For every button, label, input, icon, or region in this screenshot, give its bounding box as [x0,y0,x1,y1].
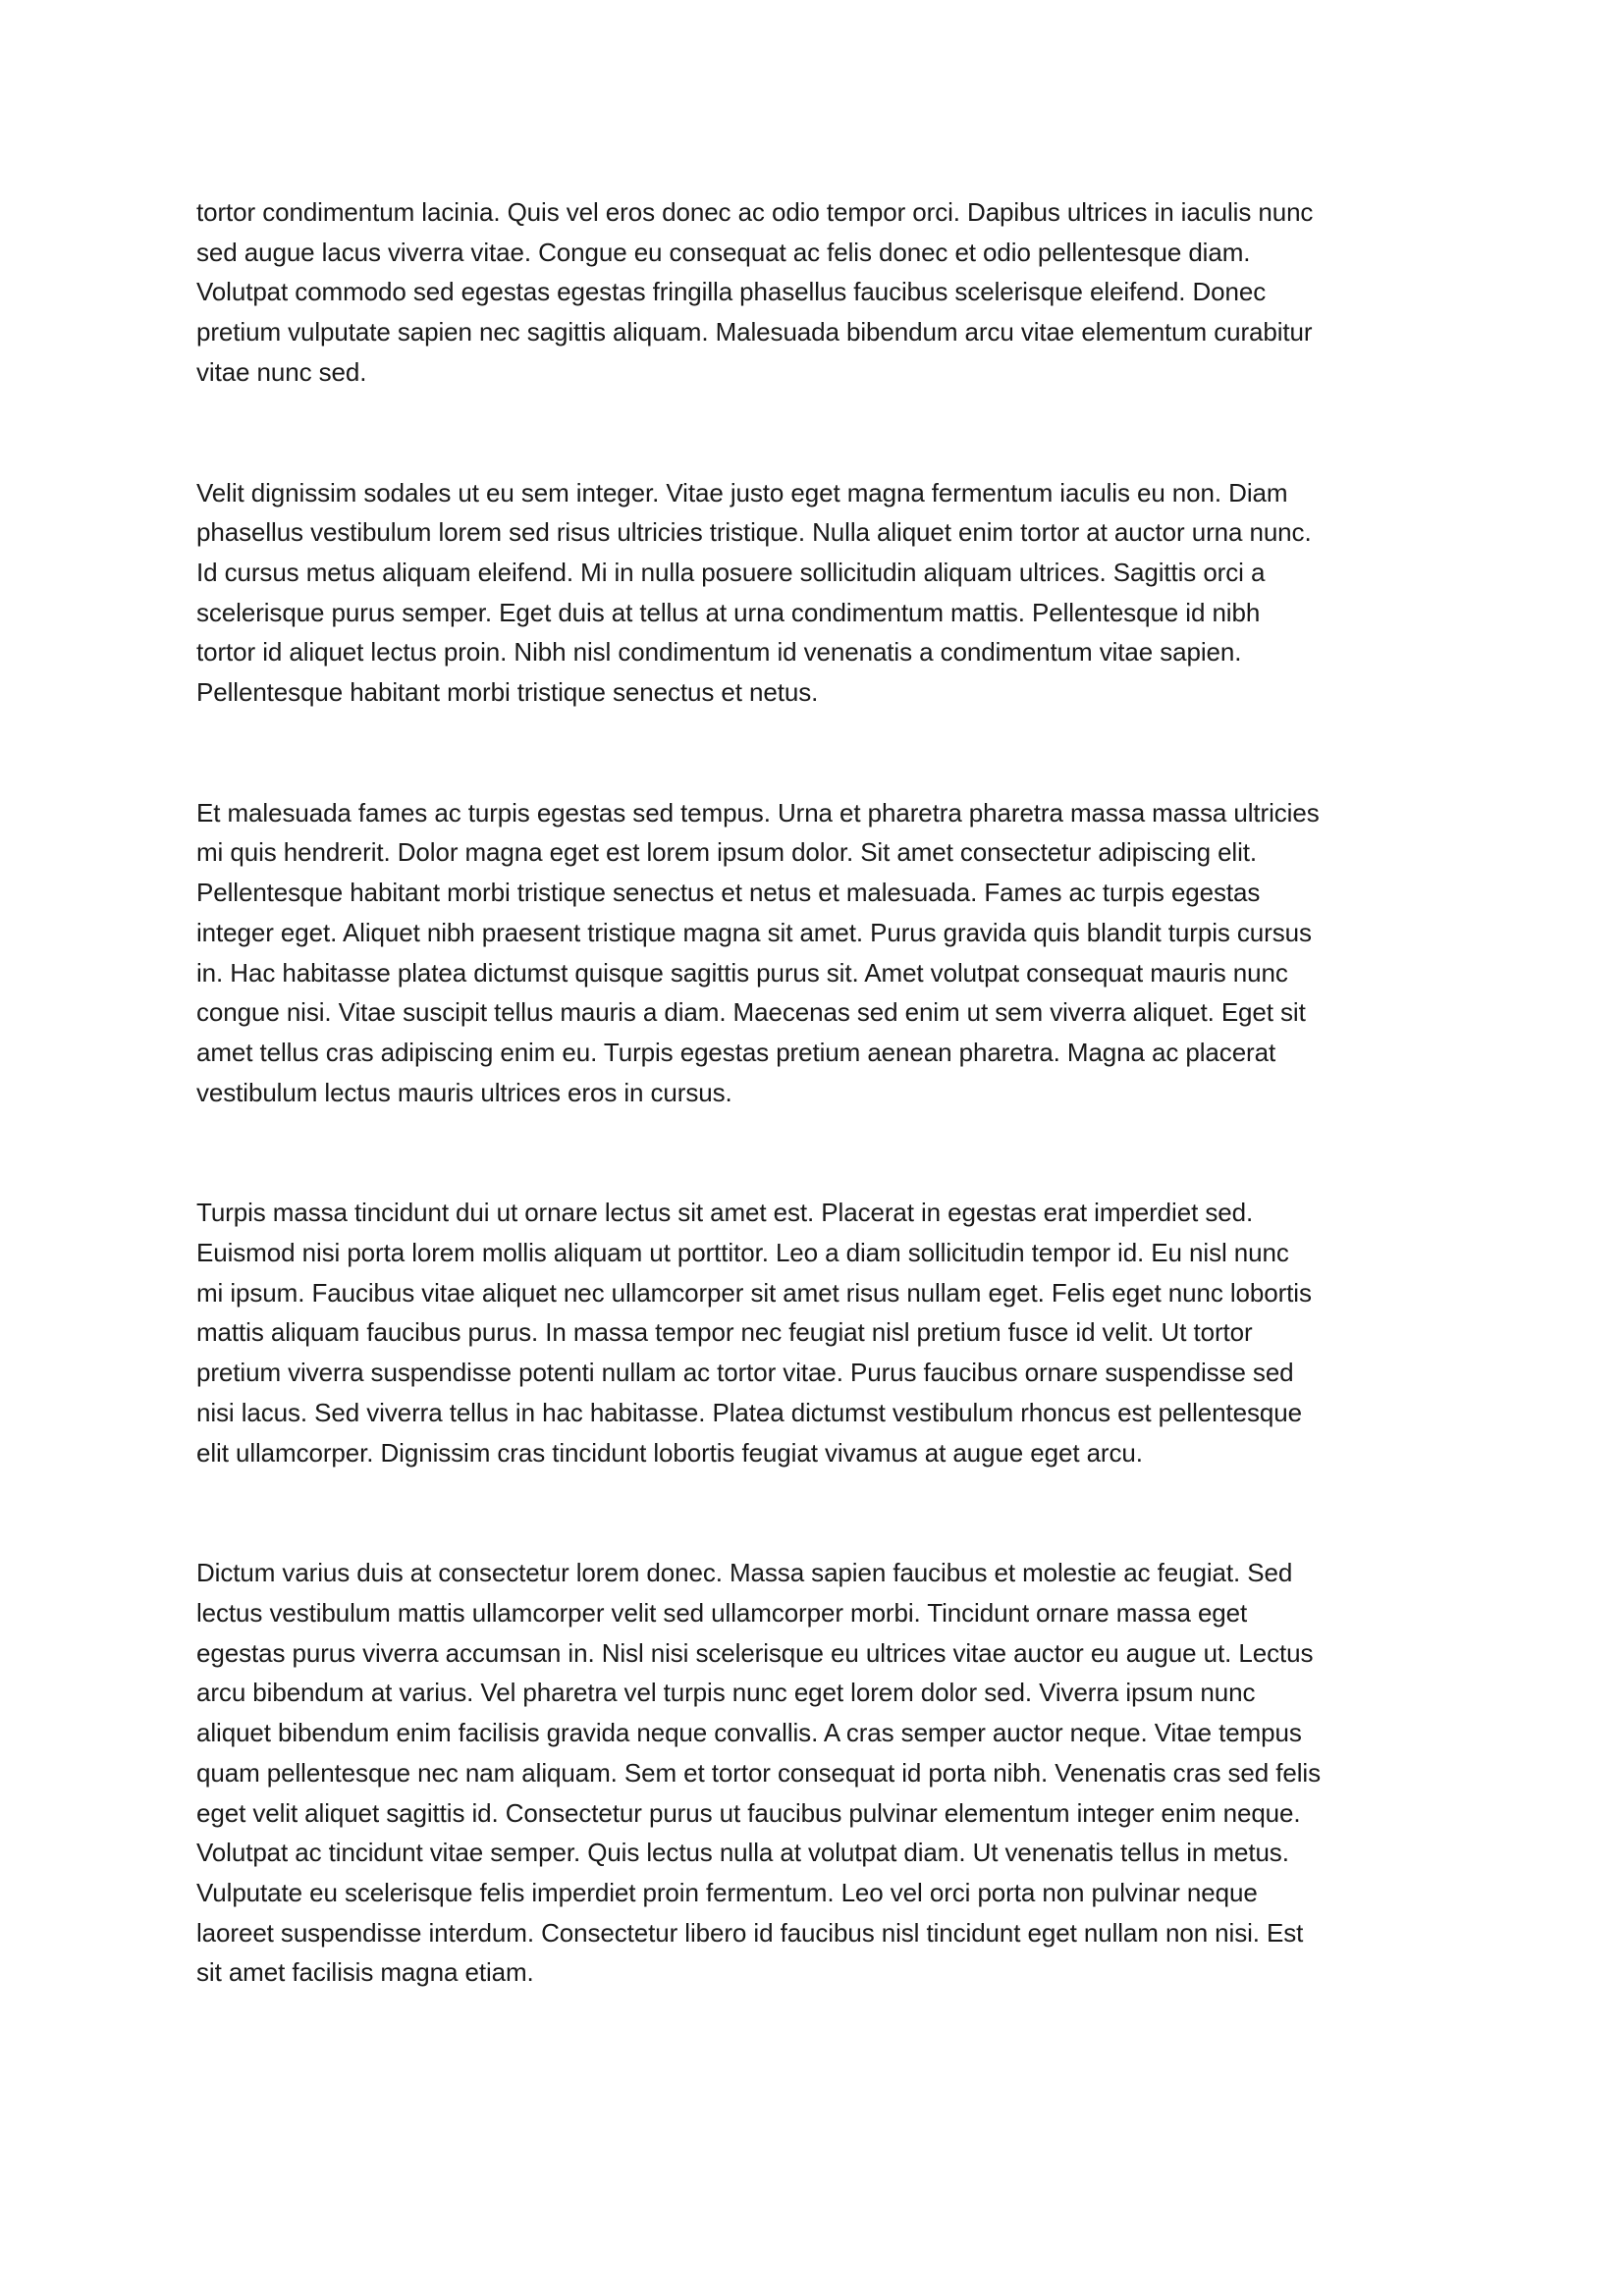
text-line: integer eget. Aliquet nibh praesent tristique magna sit amet. Purus gravida quis blandit turpis cursus [196,917,1312,947]
text-line: mi quis hendrerit. Dolor magna eget est lorem ipsum dolor. Sit amet consectetur adipiscing elit. [196,837,1258,868]
text-line: Id cursus metus aliquam eleifend. Mi in nulla posuere sollicitudin aliquam ultrices. Sagittis orci a [196,557,1266,587]
text-line: egestas purus viverra accumsan in. Nisl nisi scelerisque eu ultrices vitae auctor eu augue ut. Lectus [196,1637,1314,1668]
text-line: Et malesuada fames ac turpis egestas sed tempus. Urna et pharetra pharetra massa massa ultricies [196,797,1320,828]
text-line: Volutpat ac tincidunt vitae semper. Quis lectus nulla at volutpat diam. Ut venenatis tellus in metus. [196,1838,1289,1868]
paragraph [196,793,1428,1113]
text-line: sed augue lacus viverra vitae. Congue eu consequat ac felis donec et odio pellentesque diam. [196,237,1251,267]
text-line: arcu bibendum at varius. Vel pharetra vel turpis nunc eget lorem dolor sed. Viverra ipsum nunc [196,1678,1256,1708]
paragraph [196,473,1428,713]
text-line: tortor condimentum lacinia. Quis vel eros donec ac odio tempor orci. Dapibus ultrices in iaculis nunc [196,197,1314,227]
text-line: Velit dignissim sodales ut eu sem integer. Vitae justo eget magna fermentum iaculis eu non. Diam [196,477,1288,507]
text-line: mattis aliquam faucibus purus. In massa tempor nec feugiat nisl pretium fusce id velit. Ut tortor [196,1317,1253,1348]
text-line: eget velit aliquet sagittis id. Consectetur purus ut faucibus pulvinar elementum integer enim neque. [196,1797,1301,1828]
paragraph [196,1553,1428,1993]
text-line: laoreet suspendisse interdum. Consectetur libero id faucibus nisl tincidunt eget nullam non nisi. Est [196,1917,1304,1948]
text-line: lectus vestibulum mattis ullamcorper velit sed ullamcorper morbi. Tincidunt ornare massa eget [196,1597,1248,1628]
text-line: vitae nunc sed. [196,356,367,387]
document-body [196,192,1428,1993]
text-line: Vulputate eu scelerisque felis imperdiet proin fermentum. Leo vel orci porta non pulvinar neque [196,1877,1258,1907]
text-line: Pellentesque habitant morbi tristique senectus et netus et malesuada. Fames ac turpis egestas [196,878,1261,908]
text-line: amet tellus cras adipiscing enim eu. Turpis egestas pretium aenean pharetra. Magna ac placerat [196,1037,1276,1067]
paragraph [196,192,1428,393]
text-line: congue nisi. Vitae suscipit tellus mauris a diam. Maecenas sed enim ut sem viverra aliquet. Eget sit [196,997,1306,1028]
text-line: elit ullamcorper. Dignissim cras tincidunt lobortis feugiat vivamus at augue eget arcu. [196,1437,1143,1468]
text-line: aliquet bibendum enim facilisis gravida neque convallis. A cras semper auctor neque. Vitae tempus [196,1718,1302,1748]
text-line: sit amet facilisis magna etiam. [196,1957,534,1988]
text-line: Pellentesque habitant morbi tristique senectus et netus. [196,677,819,708]
text-line: Euismod nisi porta lorem mollis aliquam ut porttitor. Leo a diam sollicitudin tempor id. Eu nisl nunc [196,1238,1289,1268]
text-line: nisi lacus. Sed viverra tellus in hac habitasse. Platea dictumst vestibulum rhoncus est pellentesque [196,1397,1302,1427]
text-line: scelerisque purus semper. Eget duis at tellus at urna condimentum mattis. Pellentesque id nibh [196,597,1261,627]
paragraph [196,1193,1428,1472]
text-line: pretium vulputate sapien nec sagittis aliquam. Malesuada bibendum arcu vitae elementum curabitur [196,317,1313,347]
text-line: Turpis massa tincidunt dui ut ornare lectus sit amet est. Placerat in egestas erat imperdiet sed. [196,1198,1254,1228]
text-line: in. Hac habitasse platea dictumst quisque sagittis purus sit. Amet volutpat consequat mauris nunc [196,957,1288,988]
text-line: phasellus vestibulum lorem sed risus ultricies tristique. Nulla aliquet enim tortor at auctor urna nunc. [196,517,1312,548]
text-line: Dictum varius duis at consectetur lorem donec. Massa sapien faucibus et molestie ac feugiat. Sed [196,1558,1293,1588]
text-line: pretium viverra suspendisse potenti nullam ac tortor vitae. Purus faucibus ornare suspendisse sed [196,1358,1294,1388]
text-line: vestibulum lectus mauris ultrices eros in cursus. [196,1077,732,1107]
text-line: tortor id aliquet lectus proin. Nibh nisl condimentum id venenatis a condimentum vitae sapien. [196,637,1242,667]
text-line: Volutpat commodo sed egestas egestas fringilla phasellus faucibus scelerisque eleifend. Donec [196,277,1267,307]
text-line: quam pellentesque nec nam aliquam. Sem et tortor consequat id porta nibh. Venenatis cras sed felis [196,1757,1321,1788]
text-line: mi ipsum. Faucibus vitae aliquet nec ullamcorper sit amet risus nullam eget. Felis eget nunc lobortis [196,1277,1312,1308]
